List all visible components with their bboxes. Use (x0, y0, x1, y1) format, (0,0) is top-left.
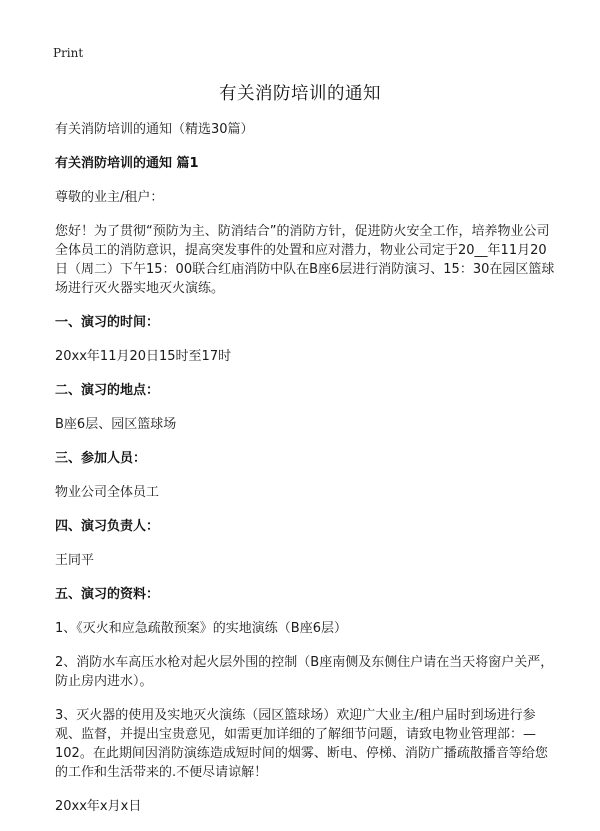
item-heading-location: 二、演习的地点： (55, 383, 160, 398)
materials-item-1: 1、《灭火和应急疏散预案》的实地演练（B座6层） (55, 621, 347, 636)
intro-paragraph: 您好！为了贯彻“预防为主、防消结合”的消防方针，促进防火安全工作，培养物业公司全体员工的消防意识，提高突发事件的处置和应对潜力，物业公司定于20__年11月20日（周二）下午15：00联合红庙消防中队在B座6层进行消防演习、15：30在园区篮球场进行灭火器实地灭火演练。 (55, 224, 555, 296)
item-heading-participants: 三、参加人员： (55, 451, 147, 466)
print-label: Print (53, 46, 84, 60)
document-body (55, 120, 555, 831)
item-body-location: B座6层、园区篮球场 (55, 417, 177, 432)
materials-item-3: 3、灭火器的使用及实地灭火演练（园区篮球场）欢迎广大业主/租户届时到场进行参观、监督，并提出宝贵意见，如需更加详细的了解细节问题，请致电物业管理部：—102。在此期间因消防演练造成短时间的烟雾、断电、停梯、消防广播疏散播音等给您的工作和生活带来的.不便尽请谅解！ (55, 708, 548, 780)
item-body-time: 20xx年11月20日15时至17时 (55, 349, 232, 364)
item-body-leader: 王同平 (55, 553, 95, 568)
section-heading: 有关消防培训的通知 篇1 (55, 156, 199, 171)
item-heading-time: 一、演习的时间： (55, 315, 160, 330)
salutation: 尊敬的业主/租户： (55, 190, 164, 205)
document-subtitle: 有关消防培训的通知（精选30篇） (55, 122, 254, 137)
materials-item-2: 2、消防水车高压水枪对起火层外围的控制（B座南侧及东侧住户请在当天将窗户关严，防止房内进水）。 (55, 655, 554, 689)
item-heading-leader: 四、演习负责人： (55, 519, 160, 534)
item-body-participants: 物业公司全体员工 (55, 485, 160, 500)
document-date: 20xx年x月x日 (55, 799, 142, 814)
materials-heading: 五、演习的资料： (55, 587, 160, 602)
document-title: 有关消防培训的通知 (219, 84, 381, 104)
